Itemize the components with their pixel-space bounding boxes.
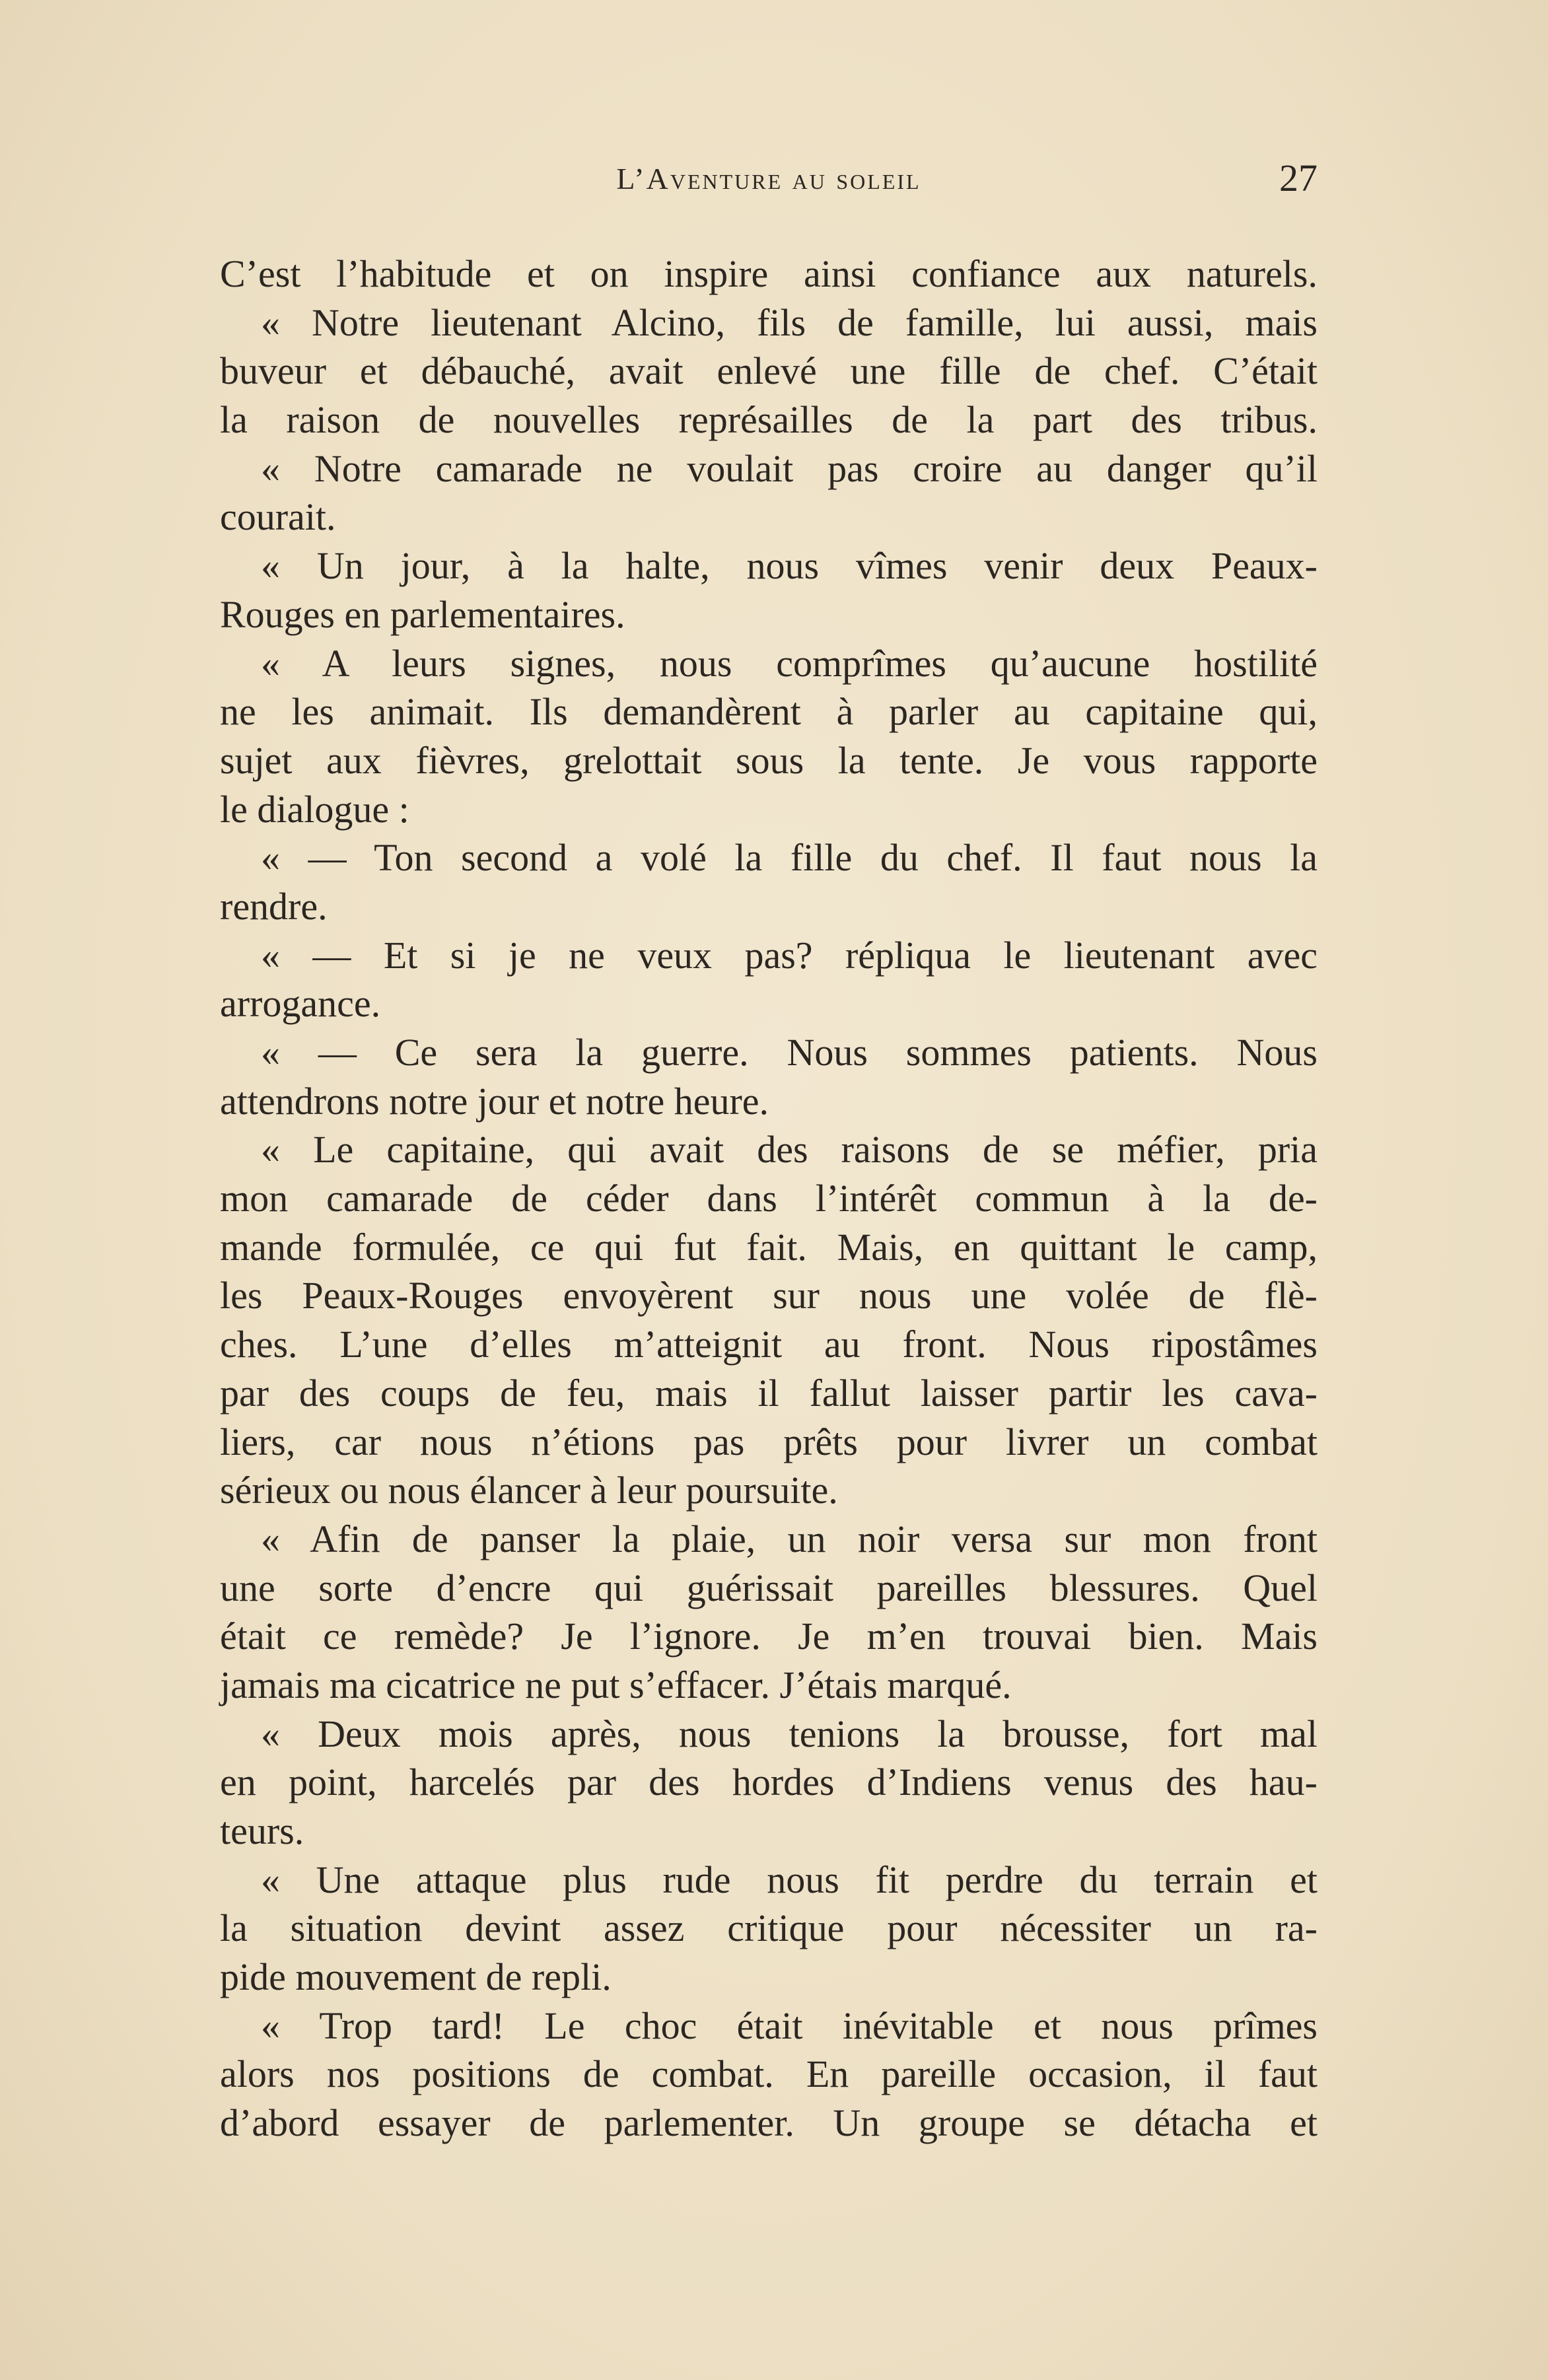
text-line: C’est l’habitude et on inspire ainsi confiance aux naturels. — [220, 252, 1318, 295]
text-line: la situation devint assez critique pour nécessiter un ra- — [220, 1907, 1318, 1950]
text-line: rendre. — [220, 884, 328, 928]
running-title: L’Aventure au soleil — [616, 162, 921, 195]
text-line: arrogance. — [220, 982, 381, 1026]
text-line: « Afin de panser la plaie, un noir versa sur mon front — [261, 1517, 1318, 1560]
text-line: « Trop tard! Le choc était inévitable et nous prîmes — [261, 2004, 1318, 2047]
page-number: 27 — [1279, 157, 1318, 199]
text-line: « Notre camarade ne voulait pas croire au danger qu’il — [261, 446, 1318, 490]
text-line: la raison de nouvelles représailles de la part des tribus. — [220, 398, 1318, 442]
text-line: attendrons notre jour et notre heure. — [220, 1079, 769, 1123]
text-line: « — Ton second a volé la fille du chef. Il faut nous la — [261, 836, 1318, 880]
text-line: ne les animait. Ils demandèrent à parler au capitaine qui, — [220, 690, 1318, 734]
text-line: était ce remède? Je l’ignore. Je m’en trouvai bien. Mais — [220, 1615, 1318, 1658]
text-line: « — Et si je ne veux pas? répliqua le lieutenant avec — [261, 933, 1318, 977]
text-line: mon camarade de céder dans l’intérêt commun à la de- — [220, 1177, 1318, 1220]
text-line: en point, harcelés par des hordes d’Indiens venus des hau- — [220, 1761, 1318, 1804]
text-line: liers, car nous n’étions pas prêts pour livrer un combat — [220, 1420, 1318, 1463]
text-line: « Le capitaine, qui avait des raisons de se méfier, pria — [261, 1128, 1318, 1172]
text-line: ches. L’une d’elles m’atteignit au front. Nous ripostâmes — [220, 1323, 1318, 1366]
text-line: teurs. — [220, 1809, 304, 1852]
text-line: « Deux mois après, nous tenions la brousse, fort mal — [261, 1712, 1318, 1755]
text-line: le dialogue : — [220, 787, 409, 831]
text-line: les Peaux-Rouges envoyèrent sur nous une volée de flè- — [220, 1274, 1318, 1317]
text-line: alors nos positions de combat. En pareille occasion, il faut — [220, 2052, 1318, 2096]
text-line: par des coups de feu, mais il fallut laisser partir les cava- — [220, 1371, 1318, 1415]
text-line: sérieux ou nous élancer à leur poursuite. — [220, 1469, 838, 1512]
text-line: une sorte d’encre qui guérissait pareilles blessures. Quel — [220, 1566, 1318, 1609]
body-text — [220, 250, 1318, 2148]
text-line: pide mouvement de repli. — [220, 1955, 612, 1999]
text-line: « A leurs signes, nous comprîmes qu’aucune hostilité — [261, 641, 1318, 685]
text-line: Rouges en parlementaires. — [220, 592, 625, 636]
text-line: « Notre lieutenant Alcino, fils de famille, lui aussi, mais — [261, 300, 1318, 344]
text-line: « Un jour, à la halte, nous vîmes venir deux Peaux- — [261, 544, 1318, 588]
text-line: d’abord essayer de parlementer. Un groupe se détacha et — [220, 2101, 1318, 2145]
text-line: jamais ma cicatrice ne put s’effacer. J’étais marqué. — [220, 1663, 1012, 1706]
text-line: sujet aux fièvres, grelottait sous la tente. Je vous rapporte — [220, 738, 1318, 782]
page-header — [220, 156, 1318, 202]
text-line: « Une attaque plus rude nous fit perdre du terrain et — [261, 1858, 1318, 1901]
text-line: courait. — [220, 495, 336, 539]
text-line: buveur et débauché, avait enlevé une fille de chef. C’était — [220, 349, 1318, 393]
text-line: mande formulée, ce qui fut fait. Mais, en quittant le camp, — [220, 1225, 1318, 1269]
text-line: « — Ce sera la guerre. Nous sommes patients. Nous — [261, 1031, 1318, 1074]
